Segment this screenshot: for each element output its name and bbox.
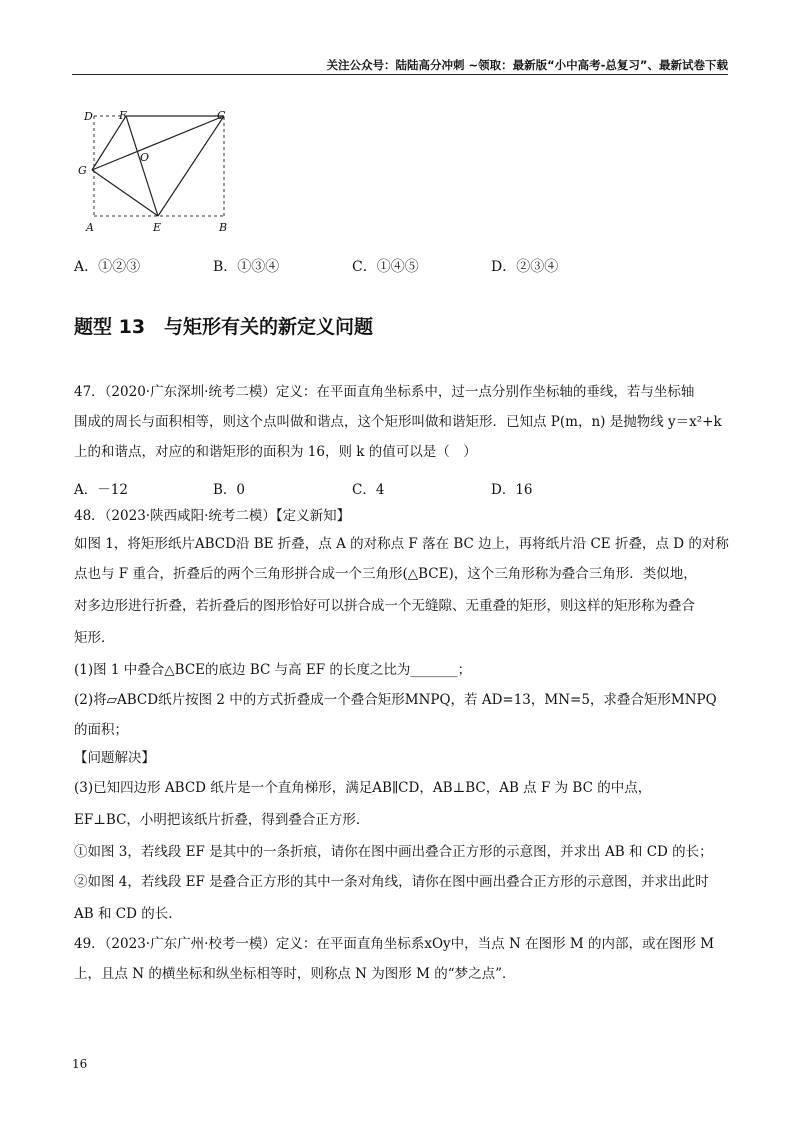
segment-gc [92, 116, 224, 170]
header-divider [72, 74, 728, 75]
segment-gf [92, 116, 126, 170]
q47-line-3: 上的和谐点，对应的和谐矩形的面积为 16，则 k 的值可以是（ ） [74, 444, 477, 460]
label-o: O [140, 151, 150, 164]
label-d: D [84, 110, 93, 123]
q49-line-2: 上，且点 N 的横坐标和纵坐标相等时，则称点 N 为图形 M 的“梦之点”． [74, 966, 516, 982]
choice-d: D．16 [491, 482, 533, 498]
choice-b: B．①③④ [213, 259, 280, 275]
q48-line-12: ①如图 3，若线段 EF 是其中的一条折痕，请你在图中画出叠合正方形的示意图，并求出 AB 和 CD 的长； [74, 844, 713, 860]
page-header: 关注公众号：陆陆高分冲刺 ~领取：最新版“小中高考-总复习”、最新试卷下载 [326, 58, 728, 72]
q48-line-7: (2)将▱ABCD纸片按图 2 中的方式折叠成一个叠合矩形MNPQ，若 AD=13，MN=5，求叠合矩形MNPQ [74, 692, 717, 708]
choice-b: B．0 [213, 482, 246, 498]
segment-fe [126, 116, 158, 216]
segment-ec [158, 116, 224, 216]
q48-line-10: (3)已知四边形 ABCD 纸片是一个直角梯形，满足AB∥CD，AB⊥BC，AB 点 F 为 BC 的中点， [74, 780, 652, 796]
q48-line-8: 的面积； [74, 722, 128, 738]
q48-line-3: 点也与 F 重合，折叠后的两个三角形拼合成一个三角形(△BCE)，这个三角形称为叠合三角形．类似地， [74, 566, 697, 582]
choice-a: A．－12 [74, 482, 128, 498]
label-b: B [219, 221, 228, 234]
label-e: E [153, 221, 162, 234]
choice-a: A．①②③ [74, 259, 141, 275]
page-number: 16 [72, 1057, 88, 1071]
q48-line-2: 如图 1，将矩形纸片ABCD沿 BE 折叠，点 A 的对称点 F 落在 BC 边上，再将纸片沿 CE 折叠，点 D 的对称 [74, 536, 729, 552]
q48-line-1: 48．（2023·陕西咸阳·统考二模）【定义新知】 [74, 508, 351, 524]
label-c: C [217, 109, 226, 122]
choice-d: D．②③④ [491, 259, 559, 275]
segment-ge [92, 170, 158, 216]
choice-c: C．4 [352, 482, 385, 498]
label-g: G [78, 164, 87, 177]
q48-line-14: AB 和 CD 的长． [74, 906, 182, 922]
section-title: 题型 13 与矩形有关的新定义问题 [74, 316, 374, 338]
q48-line-4: 对多边形进行折叠，若折叠后的图形恰好可以拼合成一个无缝隙、无重叠的矩形，则这样的矩形称为叠合 [74, 598, 695, 614]
q49-line-1: 49．（2023·广东广州·校考一模）定义：在平面直角坐标系xOy中，当点 N 在图形 M 的内部，或在图形 M [74, 936, 715, 952]
q48-line-5: 矩形． [74, 630, 115, 646]
q47-line-2: 围成的周长与面积相等，则这个点叫做和谐点，这个矩形叫做和谐矩形．已知点 P(m，n) 是抛物线 y＝x²+k [74, 414, 722, 430]
q48-line-6: (1)图 1 中叠合△BCE的底边 BC 与高 EF 的长度之比为_______； [74, 662, 472, 678]
label-a: A [86, 221, 94, 234]
rectangle-fold-figure [76, 104, 236, 240]
q48-line-11: EF⊥BC，小明把该纸片折叠，得到叠合正方形． [74, 812, 370, 828]
q47-line-1: 47．（2020·广东深圳·统考二模）定义：在平面直角坐标系中，过一点分别作坐标轴的垂线，若与坐标轴 [74, 384, 695, 400]
label-f: F [119, 109, 127, 122]
q48-line-13: ②如图 4，若线段 EF 是叠合正方形的其中一条对角线，请你在图中画出叠合正方形的示意图，并求出此时 [74, 874, 709, 890]
choice-c: C．①④⑤ [352, 259, 419, 275]
q48-line-9: 【问题解决】 [74, 750, 155, 766]
